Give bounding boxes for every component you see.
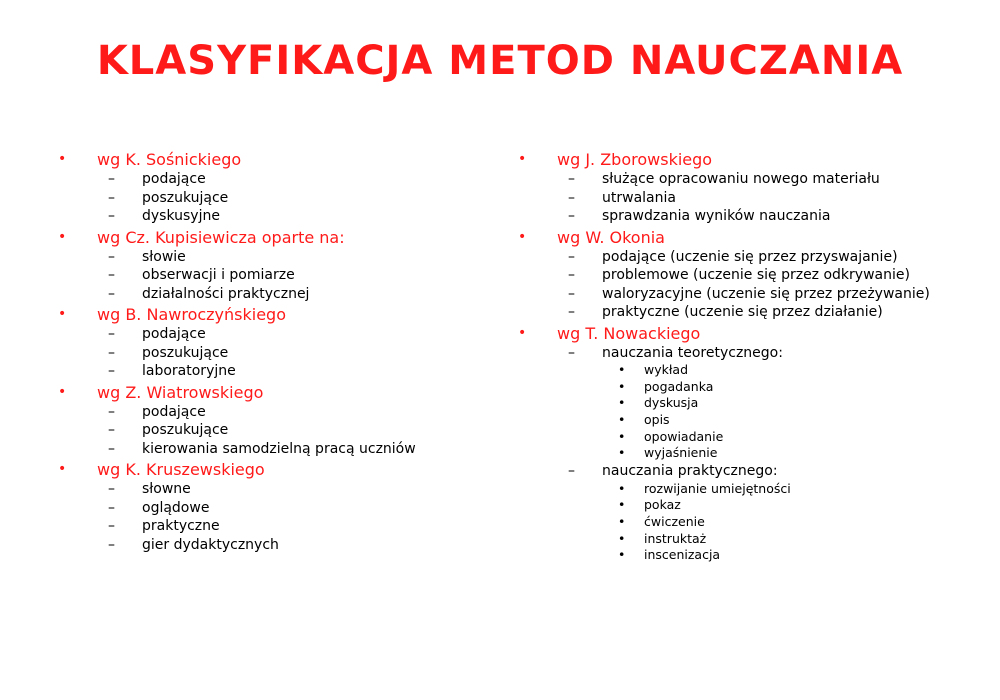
bullet-icon: • — [618, 445, 626, 461]
group-label: wg Cz. Kupisiewicza oparte na: — [97, 227, 345, 247]
list-item — [515, 285, 985, 304]
bullet-icon: • — [518, 324, 527, 341]
list-item — [55, 285, 475, 304]
item-label: podające — [142, 171, 206, 187]
method-group-heading — [515, 323, 985, 344]
dash-icon: – — [108, 171, 115, 187]
page-title: KLASYFIKACJA METOD NAUCZANIA — [96, 38, 904, 84]
list-item — [55, 403, 475, 422]
method-group-heading — [55, 459, 475, 480]
sub-item-label: dyskusja — [644, 395, 699, 411]
item-label: gier dydaktycznych — [142, 536, 279, 553]
method-group-heading — [55, 382, 475, 403]
sub-item-label: rozwijanie umiejętności — [644, 480, 791, 496]
bullet-icon: • — [58, 228, 67, 245]
item-label: obserwacji i pomiarze — [142, 267, 295, 283]
item-label: praktyczne — [142, 518, 220, 534]
method-group-heading — [55, 304, 475, 325]
dash-icon: – — [108, 403, 115, 420]
item-label: waloryzacyjne (uczenie się przez przeżywanie) — [602, 285, 930, 302]
dash-icon: – — [108, 536, 115, 553]
group-label: wg B. Nawroczyńskiego — [97, 305, 286, 324]
list-item — [55, 325, 475, 344]
item-label: kierowania samodzielną pracą uczniów — [142, 440, 416, 457]
item-label: utrwalania — [602, 189, 676, 206]
dash-icon: – — [108, 422, 115, 438]
bullet-icon: • — [58, 383, 67, 400]
list-item — [515, 248, 985, 267]
sub-item-label: ćwiczenie — [644, 514, 705, 529]
dash-icon: – — [108, 518, 115, 534]
sub-item-label: pokaz — [644, 497, 681, 513]
list-item — [55, 440, 475, 459]
sub-item-label: opowiadanie — [644, 428, 724, 444]
list-item — [55, 517, 475, 536]
list-item — [55, 536, 475, 555]
bullet-icon: • — [618, 480, 626, 496]
sub-list-item — [515, 547, 985, 564]
sub-list-item — [515, 481, 985, 498]
item-label: poszukujące — [142, 422, 229, 438]
dash-icon: – — [108, 189, 115, 206]
dash-icon: – — [108, 344, 115, 361]
item-label: dyskusyjne — [142, 208, 220, 224]
group-label: wg J. Zborowskiego — [557, 150, 713, 169]
item-label: laboratoryjne — [142, 363, 236, 379]
item-label: praktyczne (uczenie się przez działanie) — [602, 304, 883, 320]
sub-list-item — [515, 531, 985, 548]
group-label: wg K. Kruszewskiego — [97, 460, 265, 479]
item-label: działalności praktycznej — [142, 285, 310, 302]
item-label: poszukujące — [142, 189, 229, 206]
item-label: podające (uczenie się przez przyswajanie) — [602, 248, 898, 265]
bullet-icon: • — [618, 362, 626, 377]
list-item — [515, 189, 985, 208]
method-group-heading — [515, 227, 985, 248]
list-item — [515, 303, 985, 322]
bullet-icon: • — [58, 151, 67, 167]
sub-item-label: wykład — [644, 362, 689, 377]
sub-list-item — [515, 445, 985, 462]
list-item — [515, 462, 985, 481]
bullet-icon: • — [618, 497, 626, 513]
list-item — [55, 421, 475, 440]
dash-icon: – — [108, 440, 115, 457]
group-label: wg W. Okonia — [557, 227, 665, 247]
list-item — [55, 480, 475, 499]
item-label: podające — [142, 326, 206, 342]
dash-icon: – — [568, 463, 575, 480]
sub-list-item — [515, 412, 985, 429]
bullet-icon: • — [618, 378, 626, 394]
sub-list-item — [515, 379, 985, 396]
dash-icon: – — [568, 248, 575, 265]
list-item — [55, 248, 475, 267]
sub-item-label: opis — [644, 412, 670, 428]
sub-list-item — [515, 429, 985, 446]
list-item — [55, 362, 475, 381]
bullet-icon: • — [618, 514, 626, 529]
dash-icon: – — [568, 208, 575, 224]
dash-icon: – — [108, 285, 115, 302]
list-item — [515, 266, 985, 285]
sub-item-label: inscenizacja — [644, 547, 721, 563]
bullet-icon: • — [618, 530, 626, 546]
bullet-icon: • — [618, 547, 626, 563]
item-label: problemowe (uczenie się przez odkrywanie) — [602, 267, 910, 283]
list-item — [55, 207, 475, 226]
method-group-heading — [515, 149, 985, 170]
item-label: oglądowe — [142, 499, 210, 516]
list-item — [515, 170, 985, 189]
bullet-icon: • — [518, 151, 527, 167]
dash-icon: – — [568, 285, 575, 302]
group-label: wg T. Nowackiego — [557, 323, 701, 343]
dash-icon: – — [108, 248, 115, 265]
bullet-icon: • — [58, 306, 67, 322]
sub-list-item — [515, 497, 985, 514]
bullet-icon: • — [618, 395, 626, 411]
item-label: nauczania praktycznego: — [602, 463, 778, 480]
sub-item-label: wyjaśnienie — [644, 445, 718, 461]
bullet-icon: • — [518, 228, 527, 245]
dash-icon: – — [568, 171, 575, 187]
dash-icon: – — [108, 267, 115, 283]
right-column — [515, 148, 985, 564]
dash-icon: – — [108, 326, 115, 342]
list-item — [515, 344, 985, 363]
item-label: słowie — [142, 248, 186, 265]
group-label: wg Z. Wiatrowskiego — [97, 382, 264, 402]
sub-item-label: pogadanka — [644, 378, 714, 394]
list-item — [55, 170, 475, 189]
dash-icon: – — [108, 208, 115, 224]
list-item — [55, 266, 475, 285]
dash-icon: – — [108, 363, 115, 379]
item-label: podające — [142, 403, 206, 420]
dash-icon: – — [568, 267, 575, 283]
item-label: poszukujące — [142, 344, 229, 361]
bullet-icon: • — [618, 428, 626, 444]
list-item — [55, 189, 475, 208]
dash-icon: – — [108, 499, 115, 516]
dash-icon: – — [568, 304, 575, 320]
dash-icon: – — [108, 481, 115, 497]
item-label: słowne — [142, 481, 191, 497]
list-item — [515, 207, 985, 226]
method-group-heading — [55, 227, 475, 248]
item-label: sprawdzania wyników nauczania — [602, 208, 831, 224]
sub-list-item — [515, 514, 985, 531]
sub-list-item — [515, 362, 985, 379]
list-item — [55, 344, 475, 363]
list-item — [55, 499, 475, 518]
sub-item-label: instruktaż — [644, 530, 707, 546]
method-group-heading — [55, 149, 475, 170]
sub-list-item — [515, 395, 985, 412]
left-column — [55, 148, 475, 554]
dash-icon: – — [568, 344, 575, 361]
dash-icon: – — [568, 189, 575, 206]
group-label: wg K. Sośnickiego — [97, 150, 242, 169]
bullet-icon: • — [618, 412, 626, 428]
bullet-icon: • — [58, 461, 67, 477]
item-label: nauczania teoretycznego: — [602, 344, 783, 361]
item-label: służące opracowaniu nowego materiału — [602, 171, 880, 187]
